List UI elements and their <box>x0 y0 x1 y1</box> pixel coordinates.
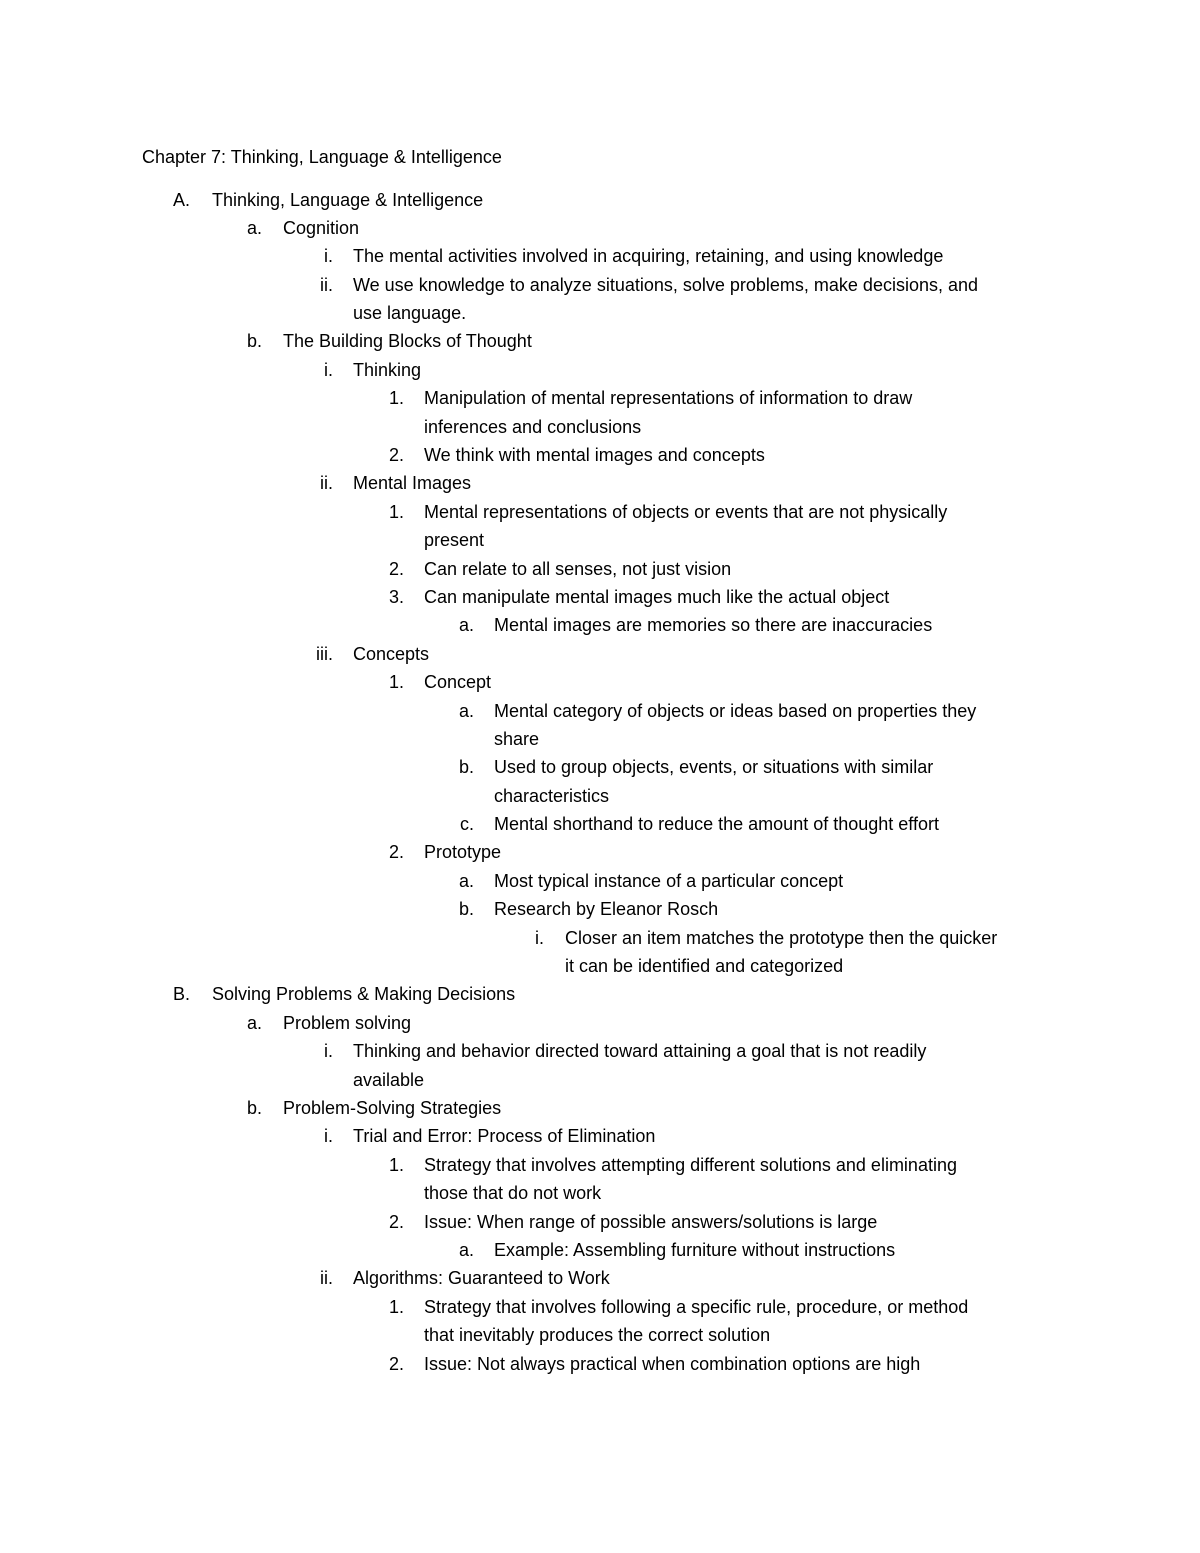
outline-text: Mental shorthand to reduce the amount of thought effort <box>494 814 939 835</box>
outline-item <box>0 356 1200 384</box>
outline-text: Cognition <box>283 217 360 238</box>
outline-marker: b. <box>246 331 262 352</box>
outline-marker: 2. <box>388 842 404 863</box>
outline-text: Used to group objects, events, or situations with similar <box>494 757 934 778</box>
outline-text: Issue: When range of possible answers/solutions is large <box>424 1211 878 1232</box>
outline-item <box>0 327 1200 355</box>
outline-marker: B. <box>172 984 190 1005</box>
outline-item <box>0 867 1200 895</box>
outline-item <box>0 810 1200 838</box>
outline-marker: 2. <box>388 558 404 579</box>
outline-marker: b. <box>458 899 474 920</box>
outline-item <box>0 1208 1200 1236</box>
outline-marker: a. <box>246 1012 262 1033</box>
outline-text: present <box>424 530 485 551</box>
outline-text: it can be identified and categorized <box>565 956 844 977</box>
outline-marker: a. <box>458 615 474 636</box>
outline-text: The mental activities involved in acquiring, retaining, and using knowledge <box>353 246 944 267</box>
outline-item <box>0 498 1200 526</box>
outline-marker: i. <box>324 359 333 380</box>
outline-marker: i. <box>324 1126 333 1147</box>
outline-item <box>0 1009 1200 1037</box>
outline-text: Research by Eleanor Rosch <box>494 899 719 920</box>
outline-marker: 3. <box>388 586 404 607</box>
outline-text: Strategy that involves attempting different solutions and eliminating <box>424 1154 957 1175</box>
outline-marker: 2. <box>388 1353 404 1374</box>
outline-text: Mental Images <box>353 473 472 494</box>
outline-item <box>0 1094 1200 1122</box>
outline-marker: a. <box>458 700 474 721</box>
outline-marker: 1. <box>388 501 404 522</box>
outline-item <box>0 413 1200 441</box>
outline-item <box>0 1264 1200 1292</box>
outline-marker: a. <box>458 1239 474 1260</box>
outline-item <box>0 583 1200 611</box>
outline-item <box>0 782 1200 810</box>
outline-marker: b. <box>246 1098 262 1118</box>
outline-text: share <box>494 728 540 749</box>
outline-marker: iii. <box>316 643 333 664</box>
outline-item <box>0 1321 1200 1349</box>
outline-marker: ii. <box>320 473 333 494</box>
outline-text: Solving Problems & Making Decisions <box>212 984 516 1005</box>
outline-text: Strategy that involves following a specific rule, procedure, or method <box>424 1296 969 1317</box>
outline-item <box>0 924 1200 952</box>
outline-marker: i. <box>324 1041 333 1062</box>
outline-item <box>0 1151 1200 1179</box>
outline-text: Can manipulate mental images much like the actual object <box>424 586 890 607</box>
outline-item <box>0 242 1200 270</box>
outline-item <box>0 214 1200 242</box>
outline-text: Concept <box>424 672 492 693</box>
outline-text: characteristics <box>494 785 610 806</box>
outline-text: that inevitably produces the correct solution <box>424 1325 771 1346</box>
outline-text: inferences and conclusions <box>424 416 642 437</box>
outline-item <box>0 1350 1200 1378</box>
outline-marker: i. <box>324 246 333 267</box>
outline-text: Issue: Not always practical when combination options are high <box>424 1353 921 1374</box>
outline-text: those that do not work <box>424 1183 602 1204</box>
outline-marker: a. <box>246 217 262 238</box>
outline-text: Mental images are memories so there are inaccuracies <box>494 615 933 636</box>
outline-item <box>0 838 1200 866</box>
outline-text: Example: Assembling furniture without instructions <box>494 1239 896 1260</box>
outline-item <box>0 555 1200 583</box>
outline-text: We use knowledge to analyze situations, solve problems, make decisions, and <box>353 274 979 295</box>
outline-item <box>0 611 1200 639</box>
outline-item <box>0 441 1200 469</box>
outline-marker: a. <box>458 870 474 891</box>
outline-marker: 1. <box>388 672 404 693</box>
outline-item <box>0 725 1200 753</box>
outline-item <box>0 753 1200 781</box>
outline-item <box>0 697 1200 725</box>
outline-text: available <box>353 1069 425 1090</box>
outline-item <box>0 668 1200 696</box>
outline-marker: ii. <box>320 1268 333 1289</box>
outline-text: Mental category of objects or ideas based on properties they <box>494 700 977 721</box>
outline-item <box>0 469 1200 497</box>
document-title: Chapter 7: Thinking, Language & Intelligence <box>142 147 502 167</box>
outline-marker: 2. <box>388 1211 404 1232</box>
outline-item <box>0 526 1200 554</box>
outline-item <box>0 1037 1200 1065</box>
outline-text: The Building Blocks of Thought <box>283 331 532 352</box>
outline-item <box>0 186 1200 214</box>
outline-text: Most typical instance of a particular concept <box>494 870 844 891</box>
outline-text: Thinking, Language & Intelligence <box>212 189 484 210</box>
outline-item <box>0 1066 1200 1094</box>
outline-item <box>0 952 1200 980</box>
outline-text: Thinking and behavior directed toward attaining a goal that is not readily <box>353 1041 927 1062</box>
outline-marker: c. <box>459 814 474 835</box>
outline-item <box>0 1122 1200 1150</box>
outline-text: Problem solving <box>283 1012 412 1033</box>
outline-marker: 1. <box>388 1154 404 1175</box>
outline-text: Problem-Solving Strategies <box>283 1098 502 1118</box>
outline-marker: A. <box>172 189 190 210</box>
outline-item <box>0 980 1200 1008</box>
outline-text: Can relate to all senses, not just vision <box>424 558 732 579</box>
outline-item <box>0 271 1200 299</box>
outline-text: use language. <box>353 303 467 324</box>
outline-text: Concepts <box>353 643 430 664</box>
outline-text: Mental representations of objects or events that are not physically <box>424 501 948 522</box>
outline-item <box>0 1179 1200 1207</box>
outline-item <box>0 299 1200 327</box>
outline-text: Prototype <box>424 842 502 863</box>
outline-text: Trial and Error: Process of Elimination <box>353 1126 656 1147</box>
outline-text: We think with mental images and concepts <box>424 445 765 466</box>
outline-item <box>0 1236 1200 1264</box>
outline-item <box>0 640 1200 668</box>
outline-marker: 1. <box>388 1296 404 1317</box>
outline-text: Algorithms: Guaranteed to Work <box>353 1268 610 1289</box>
outline-item <box>0 1293 1200 1321</box>
outline-marker: 2. <box>388 445 404 466</box>
outline-marker: 1. <box>388 388 404 409</box>
outline-marker: b. <box>458 757 474 778</box>
outline-item <box>0 384 1200 412</box>
outline-text: Closer an item matches the prototype then the quicker <box>565 927 998 948</box>
outline-text: Manipulation of mental representations of information to draw <box>424 388 913 409</box>
outline-text: Thinking <box>353 359 422 380</box>
outline-marker: ii. <box>320 274 333 295</box>
outline-item <box>0 895 1200 923</box>
outline-list <box>0 186 1200 1378</box>
outline-marker: i. <box>535 927 544 948</box>
